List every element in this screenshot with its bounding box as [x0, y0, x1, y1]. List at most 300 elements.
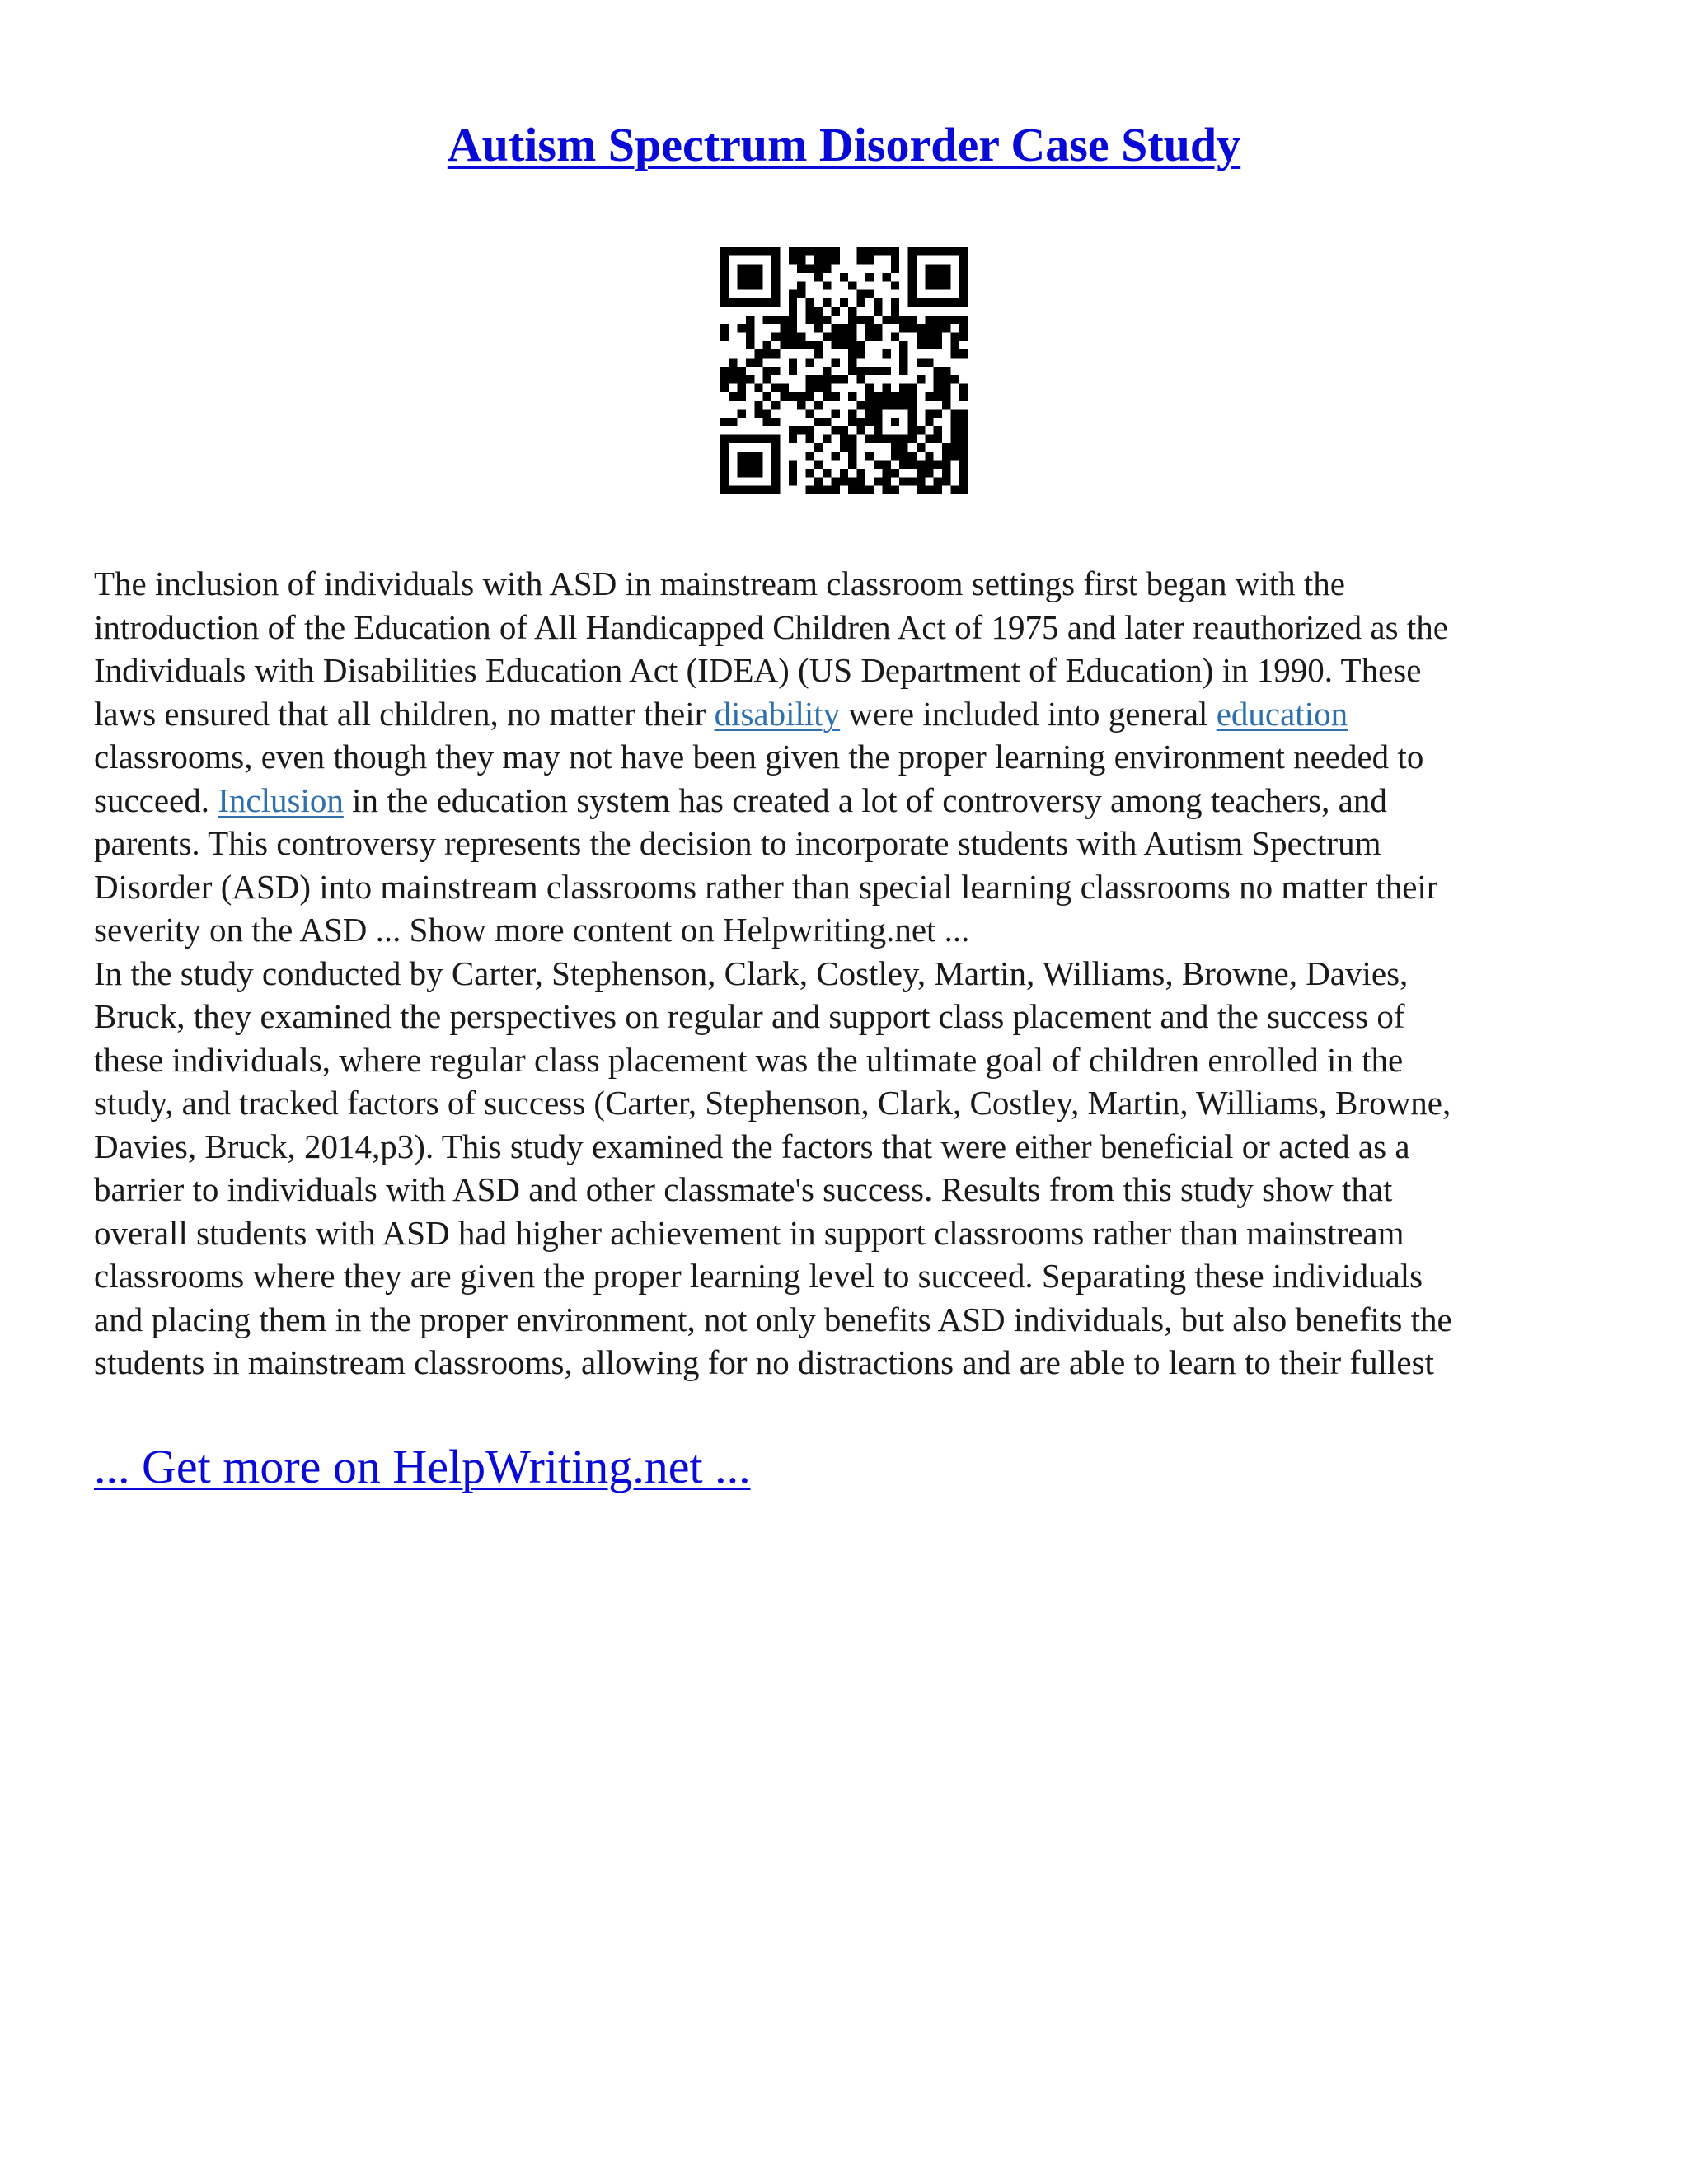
- qr-module: [908, 290, 917, 298]
- qr-module: [805, 392, 814, 401]
- qr-module: [959, 298, 968, 307]
- qr-module: [771, 273, 780, 281]
- qr-module: [865, 316, 874, 324]
- qr-module: [942, 443, 950, 452]
- qr-module: [754, 247, 762, 255]
- qr-module: [763, 392, 771, 401]
- qr-module: [746, 281, 754, 289]
- qr-module: [865, 452, 874, 460]
- qr-module: [738, 324, 746, 332]
- qr-module: [891, 443, 899, 452]
- qr-module: [771, 332, 780, 340]
- qr-module: [917, 298, 925, 307]
- qr-module: [925, 452, 933, 460]
- qr-module: [738, 392, 746, 401]
- qr-module: [814, 316, 823, 324]
- qr-module: [874, 418, 882, 426]
- qr-module: [883, 435, 891, 443]
- qr-module: [814, 307, 823, 315]
- qr-module: [942, 461, 950, 469]
- qr-module: [908, 477, 917, 485]
- body-line: parents. This controversy represents the decision to incorporate students with Autism Spectrum: [94, 824, 1381, 862]
- qr-module: [925, 298, 933, 307]
- qr-module: [917, 469, 925, 477]
- qr-module: [805, 265, 814, 273]
- qr-module: [840, 298, 848, 307]
- qr-module: [857, 341, 865, 349]
- qr-module: [934, 316, 942, 324]
- qr-module: [874, 298, 882, 307]
- qr-module: [848, 443, 856, 452]
- body-line: Disorder (ASD) into mainstream classrooms rather than special learning classrooms no matter their: [94, 867, 1438, 906]
- qr-module: [763, 486, 771, 494]
- qr-module: [746, 247, 754, 255]
- qr-module: [738, 469, 746, 477]
- qr-module: [942, 477, 950, 485]
- qr-module: [891, 281, 899, 289]
- qr-module: [823, 255, 831, 264]
- qr-module: [738, 435, 746, 443]
- qr-module: [746, 324, 754, 332]
- qr-module: [908, 401, 917, 409]
- inline-link-education[interactable]: education: [1216, 694, 1348, 733]
- qr-module: [814, 255, 823, 264]
- qr-module: [823, 281, 831, 289]
- qr-module: [771, 461, 780, 469]
- body-text-segment: succeed.: [94, 780, 218, 819]
- qr-module: [763, 247, 771, 255]
- qr-module: [891, 298, 899, 307]
- qr-module: [754, 469, 762, 477]
- qr-module: [942, 324, 950, 332]
- qr-module: [883, 401, 891, 409]
- qr-module: [789, 367, 797, 375]
- qr-module: [925, 461, 933, 469]
- qr-module: [865, 273, 874, 281]
- qr-module: [771, 486, 780, 494]
- qr-module: [805, 341, 814, 349]
- qr-module: [908, 247, 917, 255]
- qr-module: [763, 435, 771, 443]
- qr-module: [746, 265, 754, 273]
- qr-module: [934, 281, 942, 289]
- qr-module: [720, 332, 729, 340]
- qr-module: [908, 452, 917, 460]
- qr-module: [805, 247, 814, 255]
- qr-module: [720, 247, 729, 255]
- qr-code-icon: [720, 247, 968, 494]
- qr-module: [865, 392, 874, 401]
- qr-module: [883, 349, 891, 358]
- qr-module: [720, 443, 729, 452]
- qr-module: [771, 298, 780, 307]
- qr-module: [789, 392, 797, 401]
- qr-module: [950, 349, 959, 358]
- qr-module: [848, 418, 856, 426]
- qr-module: [925, 247, 933, 255]
- qr-module: [857, 290, 865, 298]
- qr-module: [959, 461, 968, 469]
- qr-module: [754, 435, 762, 443]
- qr-module: [959, 384, 968, 392]
- qr-module: [805, 384, 814, 392]
- qr-module: [934, 298, 942, 307]
- qr-module: [891, 332, 899, 340]
- qr-module: [805, 358, 814, 366]
- qr-module: [908, 410, 917, 418]
- body-line: Davies, Bruck, 2014,p3). This study examined the factors that were either beneficial or acted as a: [94, 1127, 1410, 1165]
- qr-module: [883, 477, 891, 485]
- qr-module: [840, 341, 848, 349]
- qr-module: [738, 375, 746, 383]
- qr-module: [729, 486, 737, 494]
- qr-module: [925, 332, 933, 340]
- qr-module: [789, 298, 797, 307]
- qr-module: [883, 486, 891, 494]
- qr-module: [840, 469, 848, 477]
- qr-module: [959, 452, 968, 460]
- qr-module: [934, 392, 942, 401]
- qr-module: [720, 281, 729, 289]
- qr-module: [831, 477, 839, 485]
- qr-module: [899, 341, 907, 349]
- qr-module: [883, 316, 891, 324]
- qr-module: [959, 426, 968, 434]
- body-text-segment: laws ensured that all children, no matter their: [94, 694, 715, 733]
- qr-module: [891, 418, 899, 426]
- qr-module: [874, 461, 882, 469]
- qr-module: [848, 410, 856, 418]
- qr-module: [729, 418, 737, 426]
- qr-module: [934, 435, 942, 443]
- qr-module: [899, 443, 907, 452]
- qr-module: [899, 392, 907, 401]
- qr-module: [865, 410, 874, 418]
- qr-module: [942, 265, 950, 273]
- qr-module: [780, 392, 788, 401]
- qr-module: [959, 332, 968, 340]
- qr-module: [959, 469, 968, 477]
- qr-module: [720, 265, 729, 273]
- qr-module: [865, 332, 874, 340]
- qr-module: [865, 435, 874, 443]
- qr-module: [959, 316, 968, 324]
- qr-module: [925, 341, 933, 349]
- qr-module: [883, 392, 891, 401]
- body-text-segment: were included into general: [840, 694, 1217, 733]
- qr-module: [771, 384, 780, 392]
- qr-module: [771, 265, 780, 273]
- qr-module: [805, 316, 814, 324]
- qr-module: [754, 401, 762, 409]
- qr-module: [720, 477, 729, 485]
- qr-module: [874, 247, 882, 255]
- qr-module: [959, 418, 968, 426]
- qr-module: [908, 255, 917, 264]
- qr-module: [754, 281, 762, 289]
- qr-module: [771, 290, 780, 298]
- qr-module: [720, 469, 729, 477]
- qr-module: [848, 316, 856, 324]
- qr-module: [959, 255, 968, 264]
- qr-module: [840, 443, 848, 452]
- qr-module: [789, 461, 797, 469]
- qr-module: [848, 435, 856, 443]
- qr-module: [857, 367, 865, 375]
- qr-module: [780, 332, 788, 340]
- qr-module: [797, 401, 805, 409]
- qr-module: [814, 477, 823, 485]
- page-title: [0, 115, 1688, 175]
- body-line: The inclusion of individuals with ASD in mainstream classroom settings first began with the: [94, 565, 1345, 602]
- qr-module: [857, 375, 865, 383]
- qr-module: [874, 392, 882, 401]
- qr-module: [857, 418, 865, 426]
- qr-module: [823, 265, 831, 273]
- qr-module: [831, 486, 839, 494]
- qr-module: [831, 324, 839, 332]
- qr-module: [738, 461, 746, 469]
- body-line: study, and tracked factors of success (Carter, Stephenson, Clark, Costley, Martin, Williams, Browne,: [94, 1084, 1451, 1122]
- qr-module: [729, 358, 737, 366]
- qr-module: [789, 307, 797, 315]
- qr-module: [908, 298, 917, 307]
- qr-module: [771, 316, 780, 324]
- qr-module: [959, 435, 968, 443]
- qr-module: [763, 375, 771, 383]
- qr-module: [934, 367, 942, 375]
- qr-module: [950, 341, 959, 349]
- qr-module: [959, 247, 968, 255]
- title-link[interactable]: Autism Spectrum Disorder Case Study: [447, 118, 1241, 171]
- qr-module: [848, 358, 856, 366]
- qr-module: [891, 265, 899, 273]
- body-line: classrooms where they are given the proper learning level to succeed. Separating these individuals: [94, 1257, 1423, 1295]
- qr-module: [899, 367, 907, 375]
- qr-module: [738, 486, 746, 494]
- qr-module: [729, 367, 737, 375]
- qr-module: [797, 247, 805, 255]
- qr-module: [942, 452, 950, 460]
- qr-module: [917, 375, 925, 383]
- qr-module: [746, 452, 754, 460]
- qr-module: [959, 443, 968, 452]
- qr-module: [797, 332, 805, 340]
- qr-module: [814, 443, 823, 452]
- qr-module: [950, 247, 959, 255]
- qr-module: [754, 298, 762, 307]
- qr-module: [840, 324, 848, 332]
- qr-module: [848, 281, 856, 289]
- qr-module: [789, 435, 797, 443]
- qr-module: [865, 324, 874, 332]
- qr-module: [746, 461, 754, 469]
- qr-module: [823, 316, 831, 324]
- qr-module: [823, 298, 831, 307]
- qr-module: [720, 367, 729, 375]
- qr-module: [883, 469, 891, 477]
- qr-module: [959, 477, 968, 485]
- qr-module: [840, 435, 848, 443]
- qr-module: [934, 486, 942, 494]
- qr-module: [934, 375, 942, 383]
- qr-module: [917, 461, 925, 469]
- qr-module: [925, 281, 933, 289]
- qr-module: [746, 332, 754, 340]
- qr-module: [831, 375, 839, 383]
- qr-module: [865, 367, 874, 375]
- qr-module: [857, 401, 865, 409]
- qr-module: [959, 486, 968, 494]
- qr-module: [934, 247, 942, 255]
- qr-module: [899, 401, 907, 409]
- qr-module: [848, 477, 856, 485]
- qr-module: [925, 324, 933, 332]
- qr-module: [942, 273, 950, 281]
- qr-module: [831, 307, 839, 315]
- qr-module: [720, 273, 729, 281]
- qr-module: [848, 486, 856, 494]
- qr-module: [831, 452, 839, 460]
- qr-module: [950, 435, 959, 443]
- qr-module: [805, 469, 814, 477]
- qr-module: [848, 341, 856, 349]
- qr-module: [754, 384, 762, 392]
- inline-link-inclusion[interactable]: Inclusion: [218, 780, 344, 819]
- qr-module: [771, 469, 780, 477]
- qr-module: [942, 316, 950, 324]
- qr-module: [754, 265, 762, 273]
- qr-module: [805, 298, 814, 307]
- qr-module: [874, 410, 882, 418]
- qr-module: [942, 384, 950, 392]
- qr-module: [857, 426, 865, 434]
- qr-module: [874, 435, 882, 443]
- qr-module: [908, 426, 917, 434]
- qr-module: [840, 273, 848, 281]
- qr-module: [831, 358, 839, 366]
- qr-module: [780, 384, 788, 392]
- qr-module: [942, 401, 950, 409]
- qr-module: [746, 435, 754, 443]
- qr-module: [891, 401, 899, 409]
- qr-module: [942, 298, 950, 307]
- article-body: [94, 562, 1602, 1385]
- qr-module: [789, 324, 797, 332]
- qr-module: [848, 392, 856, 401]
- qr-module: [797, 281, 805, 289]
- qr-module: [805, 410, 814, 418]
- qr-module: [848, 367, 856, 375]
- body-text-segment: in the education system has created a lot of controversy among teachers, and: [343, 780, 1387, 819]
- qr-module: [934, 477, 942, 485]
- qr-module: [934, 461, 942, 469]
- qr-module: [840, 332, 848, 340]
- qr-module: [899, 384, 907, 392]
- qr-module: [908, 273, 917, 281]
- qr-module: [950, 443, 959, 452]
- qr-module: [746, 469, 754, 477]
- qr-module: [763, 418, 771, 426]
- qr-module: [942, 281, 950, 289]
- qr-module: [848, 349, 856, 358]
- qr-module: [857, 477, 865, 485]
- qr-module: [789, 341, 797, 349]
- qr-module: [857, 469, 865, 477]
- qr-module: [959, 410, 968, 418]
- qr-module: [814, 265, 823, 273]
- qr-module: [934, 341, 942, 349]
- qr-module: [917, 477, 925, 485]
- qr-module: [797, 392, 805, 401]
- qr-module: [754, 273, 762, 281]
- qr-module: [738, 298, 746, 307]
- get-more-link[interactable]: ... Get more on HelpWriting.net ...: [94, 1440, 751, 1493]
- qr-module: [823, 375, 831, 383]
- qr-module: [814, 375, 823, 383]
- qr-module: [805, 486, 814, 494]
- qr-module: [805, 452, 814, 460]
- qr-module: [950, 375, 959, 383]
- qr-module: [891, 316, 899, 324]
- qr-module: [823, 392, 831, 401]
- qr-module: [950, 418, 959, 426]
- qr-module: [729, 247, 737, 255]
- qr-module: [738, 367, 746, 375]
- qr-module: [805, 426, 814, 434]
- qr-module: [771, 435, 780, 443]
- qr-module: [831, 426, 839, 434]
- qr-module: [857, 247, 865, 255]
- body-line: and placing them in the proper environment, not only benefits ASD individuals, but also benefits the: [94, 1300, 1452, 1338]
- qr-module: [823, 469, 831, 477]
- qr-module: [780, 341, 788, 349]
- qr-module: [789, 255, 797, 264]
- qr-module: [899, 324, 907, 332]
- qr-module: [831, 410, 839, 418]
- qr-module: [899, 358, 907, 366]
- qr-module: [771, 418, 780, 426]
- qr-module: [720, 435, 729, 443]
- qr-module: [823, 332, 831, 340]
- qr-module: [771, 247, 780, 255]
- qr-module: [789, 358, 797, 366]
- qr-module: [729, 375, 737, 383]
- qr-module: [891, 247, 899, 255]
- qr-module: [899, 452, 907, 460]
- qr-module: [738, 384, 746, 392]
- qr-module: [746, 341, 754, 349]
- qr-module: [865, 384, 874, 392]
- qr-module: [908, 265, 917, 273]
- qr-module: [908, 435, 917, 443]
- qr-module: [899, 435, 907, 443]
- qr-module: [883, 461, 891, 469]
- qr-module: [908, 384, 917, 392]
- qr-module: [934, 332, 942, 340]
- qr-module: [763, 341, 771, 349]
- qr-module: [720, 452, 729, 460]
- qr-module: [899, 477, 907, 485]
- inline-link-disability[interactable]: disability: [714, 694, 841, 733]
- qr-module: [959, 392, 968, 401]
- qr-module: [738, 273, 746, 281]
- qr-module: [925, 265, 933, 273]
- qr-module: [738, 265, 746, 273]
- qr-module: [891, 452, 899, 460]
- qr-module: [823, 418, 831, 426]
- body-line: introduction of the Education of All Handicapped Children Act of 1975 and later reauthorized as the: [94, 607, 1448, 646]
